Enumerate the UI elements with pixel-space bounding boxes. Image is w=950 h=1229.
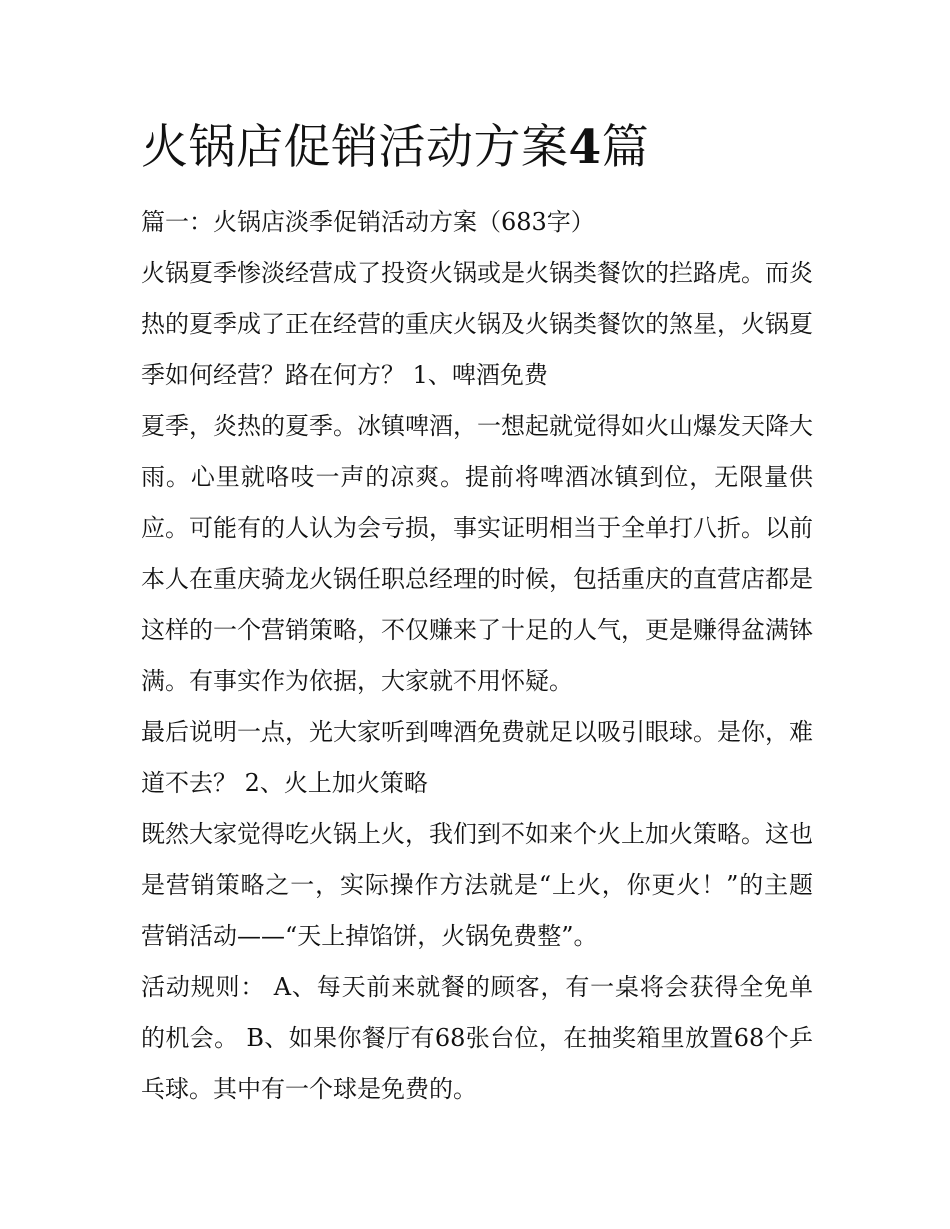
paragraph-1: 火锅夏季惨淡经营成了投资火锅或是火锅类餐饮的拦路虎。而炎热的夏季成了正在经营的重庆火锅及火锅类餐饮的煞星，火锅夏季如何经营？路在何方？ 1、啤酒免费 [141,259,813,389]
paragraph-3: 最后说明一点，光大家听到啤酒免费就足以吸引眼球。是你，难道不去？ 2、火上加火策略 [141,718,813,797]
paragraph-4: 既然大家觉得吃火锅上火，我们到不如来个火上加火策略。这也是营销策略之一，实际操作方法就是“上火，你更火！”的主题营销活动——“天上掉馅饼，火锅免费整”。 [141,820,813,950]
paragraph-2: 夏季，炎热的夏季。冰镇啤酒，一想起就觉得如火山爆发天降大雨。心里就咯吱一声的凉爽。提前将啤酒冰镇到位，无限量供应。可能有的人认为会亏损，事实证明相当于全单打八折。以前本人在重庆骑龙火锅任职总经理的时候，包括重庆的直营店都是这样的一个营销策略，不仅赚来了十足的人气，更是赚得盆满钵满。有事实作为依据，大家就不用怀疑。 [141,412,813,695]
section-heading: 篇一：火锅店淡季促销活动方案（683字） [141,208,595,236]
title-suffix: 篇 [601,120,650,175]
paragraph-5: 活动规则： A、每天前来就餐的顾客，有一桌将会获得全免单的机会。 B、如果你餐厅有68张台位，在抽奖箱里放置68个乒乓球。其中有一个球是免费的。 [141,973,813,1103]
document-page [141,112,813,1115]
title-prefix: 火锅店促销活动方案 [141,120,569,175]
title-number: 4 [568,120,602,175]
document-title [141,112,813,184]
